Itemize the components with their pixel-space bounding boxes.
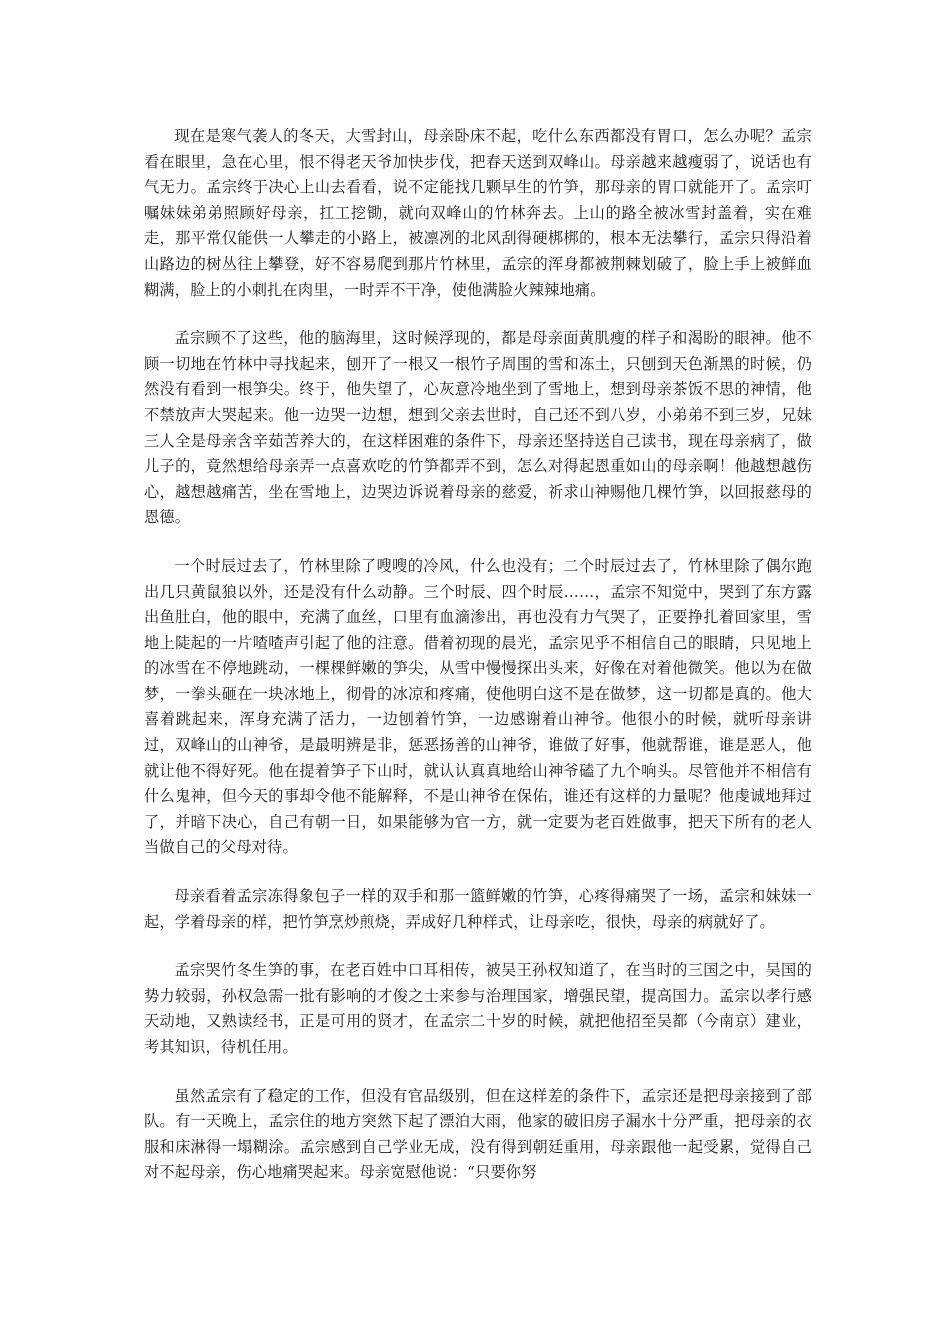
paragraph: 孟宗哭竹冬生笋的事，在老百姓中口耳相传，被吴王孙权知道了，在当时的三国之中，吴国的势力较弱，孙权急需一批有影响的才俊之士来参与治理国家，增强民望，提高国力。孟宗以孝行感天动地，又熟读经书，正是可用的贤才，在孟宗二十岁的时候，就把他招至吴都（今南京）建业，考其知识，待机任用。: [144, 961, 812, 1056]
paragraph: 虽然孟宗有了稳定的工作，但没有官品级别，但在这样差的条件下，孟宗还是把母亲接到了部队。有一天晚上，孟宗住的地方突然下起了漂泊大雨，他家的破旧房子漏水十分严重，把母亲的衣服和床淋得一塌糊涂。孟宗感到自己学业无成，没有得到朝廷重用，母亲跟他一起受累，觉得自己对不起母亲，伤心地痛哭起来。母亲宽慰他说：“只要你努: [144, 1086, 812, 1182]
paragraph: 孟宗顾不了这些，他的脑海里，这时候浮现的，都是母亲面黄肌瘦的样子和渴盼的眼神。他不顾一切地在竹林中寻找起来，刨开了一根又一根竹子周围的雪和冻土，只刨到天色渐黑的时候，仍然没有看到一根笋尖。终于，他失望了，心灰意冷地坐到了雪地上，想到母亲茶饭不思的神情，他不禁放声大哭起来。他一边哭一边想，想到父亲去世时，自己还不到八岁，小弟弟不到三岁，兄妹三人全是母亲含辛茹苦养大的，在这样困难的条件下，母亲还坚持送自己读书，现在母亲病了，做儿子的，竟然想给母亲弄一点喜欢吃的竹笋都弄不到，怎么对得起恩重如山的母亲啊！他越想越伤心，越想越痛苦，坐在雪地上，边哭边诉说着母亲的慈爱，祈求山神赐他几棵竹笋，以回报慈母的恩德。: [144, 329, 812, 527]
paragraph: 母亲看着孟宗冻得象包子一样的双手和那一篮鲜嫩的竹笋，心疼得痛哭了一场，孟宗和妹妹一起，学着母亲的样，把竹笋烹炒煎烧，弄成好几种样式，让母亲吃，很快，母亲的病就好了。: [144, 887, 812, 931]
document-page: [144, 124, 812, 1209]
paragraph: 现在是寒气袭人的冬天，大雪封山，母亲卧床不起，吃什么东西都没有胃口，怎么办呢？孟宗看在眼里，急在心里，恨不得老天爷加快步伐，把春天送到双峰山。母亲越来越瘦弱了，说话也有气无力。孟宗终于决心上山去看看，说不定能找几颗早生的竹笋，那母亲的胃口就能开了。孟宗叮嘱妹妹弟弟照顾好母亲，扛工挖锄，就向双峰山的竹林奔去。上山的路全被冰雪封盖着，实在难走，那平常仅能供一人攀走的小路上，被凛冽的北风刮得硬梆梆的，根本无法攀行，孟宗只得沿着山路边的树丛往上攀登，好不容易爬到那片竹林里，孟宗的浑身都被荆棘划破了，脸上手上被鲜血糊满，脸上的小刺扎在肉里，一时弄不干净，使他满脸火辣辣地痛。: [144, 127, 812, 299]
paragraph: 一个时辰过去了，竹林里除了嗖嗖的冷风，什么也没有；二个时辰过去了，竹林里除了偶尔跑出几只黄鼠狼以外，还是没有什么动静。三个时辰、四个时辰……，孟宗不知觉中，哭到了东方露出鱼肚白，他的眼中，充满了血丝，口里有血滴渗出，再也没有力气哭了，正要挣扎着回家里，雪地上陡起的一片喳喳声引起了他的注意。借着初现的晨光，孟宗见乎不相信自己的眼睛，只见地上的冰雪在不停地跳动，一棵棵鲜嫩的笋尖，从雪中慢慢探出头来，好像在对着他微笑。他以为在做梦，一拳头砸在一块冰地上，彻骨的冰凉和疼痛，使他明白这不是在做梦，这一切都是真的。他大喜着跳起来，浑身充满了活力，一边刨着竹笋，一边感谢着山神爷。他很小的时候，就听母亲讲过，双峰山的山神爷，是最明辨是非，惩恶扬善的山神爷，谁做了好事，他就帮谁，谁是恶人，他就让他不得好死。他在提着笋子下山时，就认认真真地给山神爷磕了九个响头。尽管他并不相信有什么鬼神，但今天的事却令他不能解释，不是山神爷在保佑，谁还有这样的力量呢？他虔诚地拜过了，并暗下决心，自己有朝一日，如果能够为官一方，就一定要为老百姓做事，把天下所有的老人当做自己的父母对待。: [144, 556, 812, 857]
